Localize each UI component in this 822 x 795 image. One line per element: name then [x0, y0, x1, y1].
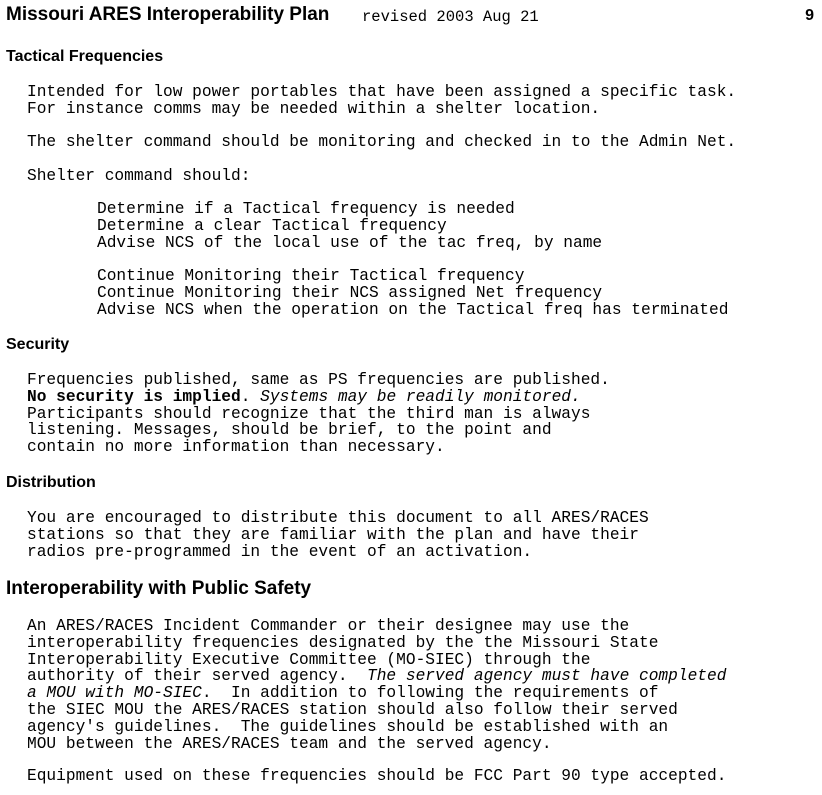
- text-line: Frequencies published, same as PS frequencies are published.: [27, 371, 610, 389]
- page-header: [6, 4, 814, 30]
- step-item: Continue Monitoring their NCS assigned Net frequency: [97, 283, 603, 302]
- interop-paragraph: [27, 618, 726, 752]
- text-line: interoperability frequencies designated by the the Missouri State: [27, 633, 659, 652]
- tactical-should-line: Shelter command should:: [27, 167, 251, 185]
- step-item: Advise NCS when the operation on the Tactical freq has terminated: [97, 300, 729, 319]
- security-paragraph: [27, 372, 610, 456]
- section-heading-distribution: Distribution: [6, 474, 96, 491]
- text-line: Interoperability Executive Committee (MO-SIEC) through the: [27, 650, 591, 669]
- text-line: radios pre-programmed in the event of an activation.: [27, 542, 533, 561]
- monitoring-warning: Systems may be readily monitored.: [260, 387, 581, 406]
- equipment-line: Equipment used on these frequencies should be FCC Part 90 type accepted.: [27, 767, 727, 785]
- text-fragment: . In addition to following the requirements of: [201, 684, 659, 703]
- text-line: You are encouraged to distribute this document to all ARES/RACES: [27, 509, 649, 527]
- distribution-paragraph: [27, 510, 649, 560]
- mou-requirement-emphasis: The served agency must have completed: [367, 667, 727, 686]
- text-line: An ARES/RACES Incident Commander or their designee may use the: [27, 617, 630, 635]
- text-line: For instance comms may be needed within a shelter location.: [27, 99, 601, 118]
- page-number: 9: [805, 7, 814, 24]
- text-fragment: authority of their served agency.: [27, 667, 367, 686]
- step-item: Advise NCS of the local use of the tac freq, by name: [97, 233, 603, 252]
- no-security-emphasis: No security is implied: [27, 387, 241, 406]
- step-item: Determine a clear Tactical frequency: [97, 216, 447, 235]
- tactical-intro: [27, 84, 736, 118]
- text-line: agency's guidelines. The guidelines should be established with an: [27, 717, 669, 736]
- tactical-steps-b: [97, 268, 728, 318]
- text-line: MOU between the ARES/RACES team and the served agency.: [27, 734, 552, 753]
- tactical-monitor-line: The shelter command should be monitoring and checked in to the Admin Net.: [27, 133, 737, 151]
- text-fragment: .: [240, 387, 261, 406]
- document-title: Missouri ARES Interoperability Plan: [6, 4, 330, 25]
- section-heading-interoperability: Interoperability with Public Safety: [6, 578, 312, 599]
- text-line: Participants should recognize that the third man is always: [27, 404, 591, 423]
- step-item: Continue Monitoring their Tactical frequency: [97, 267, 525, 285]
- tactical-steps-a: [97, 201, 602, 251]
- text-line: contain no more information than necessary.: [27, 438, 445, 457]
- text-line: listening. Messages, should be brief, to the point and: [27, 421, 552, 440]
- mou-requirement-emphasis: a MOU with MO-SIEC: [27, 684, 202, 703]
- section-heading-security: Security: [6, 336, 70, 353]
- text-line: Intended for low power portables that have been assigned a specific task.: [27, 83, 737, 101]
- step-item: Determine if a Tactical frequency is needed: [97, 200, 515, 218]
- text-line: the SIEC MOU the ARES/RACES station should also follow their served: [27, 700, 678, 719]
- text-line: stations so that they are familiar with the plan and have their: [27, 525, 639, 544]
- revision-date: revised 2003 Aug 21: [362, 8, 539, 26]
- section-heading-tactical: Tactical Frequencies: [6, 48, 164, 65]
